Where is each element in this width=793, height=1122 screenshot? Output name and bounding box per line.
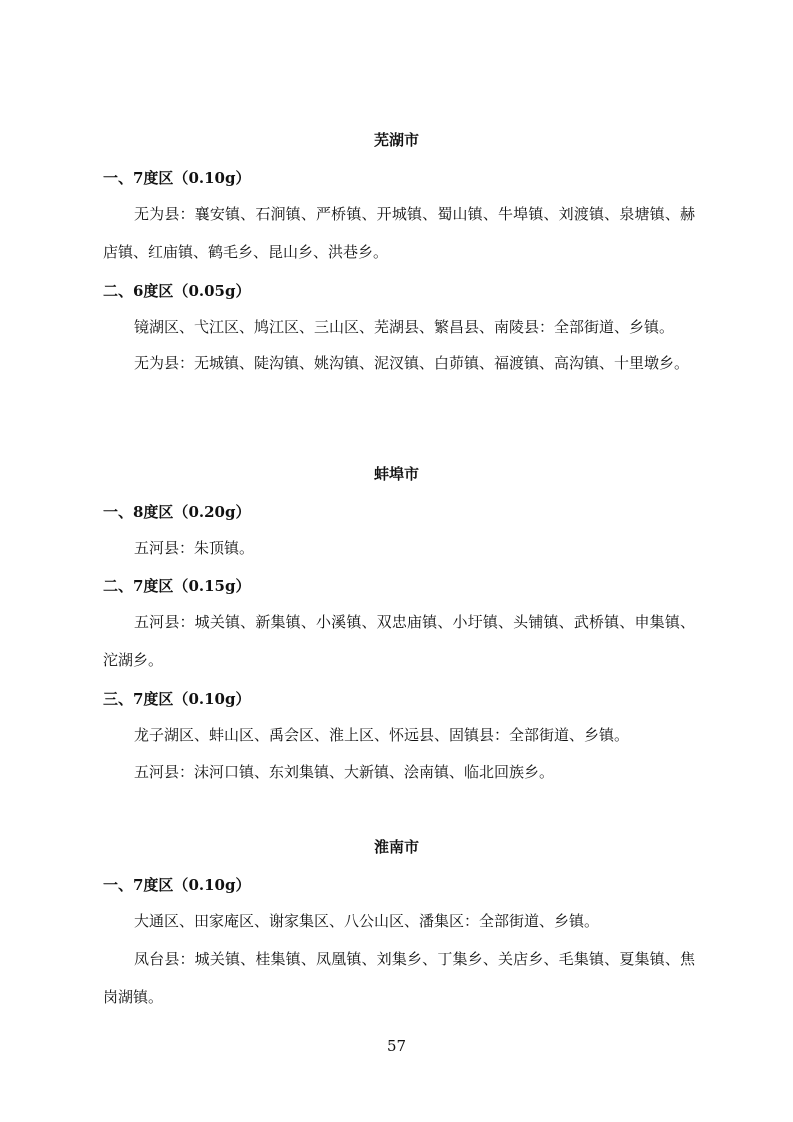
zone-paragraph: 无为县：襄安镇、石涧镇、严桥镇、开城镇、蜀山镇、牛埠镇、刘渡镇、泉塘镇、赫店镇、红庙镇、鹤毛乡、昆山乡、洪巷乡。 — [103, 205, 695, 261]
zone-heading: 一、7度区（0.10g） — [103, 169, 251, 187]
city-title-bengbu: 蚌埠市 — [373, 465, 419, 483]
zone-paragraph: 凤台县：城关镇、桂集镇、凤凰镇、刘集乡、丁集乡、关店乡、毛集镇、夏集镇、焦岗湖镇。 — [103, 950, 695, 1006]
zone-heading: 一、7度区（0.10g） — [103, 876, 251, 894]
zone-paragraph: 无为县：无城镇、陡沟镇、姚沟镇、泥汊镇、白茆镇、福渡镇、高沟镇、十里墩乡。 — [134, 354, 690, 372]
zone-paragraph: 五河县：朱顶镇。 — [134, 539, 255, 557]
city-title-wuhu: 芜湖市 — [373, 131, 419, 149]
zone-heading: 二、6度区（0.05g） — [103, 282, 251, 300]
zone-paragraph: 大通区、田家庵区、谢家集区、八公山区、潘集区：全部街道、乡镇。 — [134, 912, 600, 930]
zone-heading: 二、7度区（0.15g） — [103, 577, 251, 595]
zone-paragraph: 龙子湖区、蚌山区、禹会区、淮上区、怀远县、固镇县：全部街道、乡镇。 — [134, 726, 630, 744]
zone-heading: 三、7度区（0.10g） — [103, 690, 251, 708]
page-number: 57 — [386, 1037, 407, 1055]
zone-paragraph: 五河县：城关镇、新集镇、小溪镇、双忠庙镇、小圩镇、头铺镇、武桥镇、申集镇、沱湖乡。 — [103, 613, 695, 669]
zone-heading: 一、8度区（0.20g） — [103, 503, 251, 521]
city-title-huainan: 淮南市 — [373, 838, 419, 856]
zone-paragraph: 五河县：沫河口镇、东刘集镇、大新镇、浍南镇、临北回族乡。 — [134, 763, 555, 781]
zone-paragraph: 镜湖区、弋江区、鸠江区、三山区、芜湖县、繁昌县、南陵县：全部街道、乡镇。 — [134, 318, 675, 336]
